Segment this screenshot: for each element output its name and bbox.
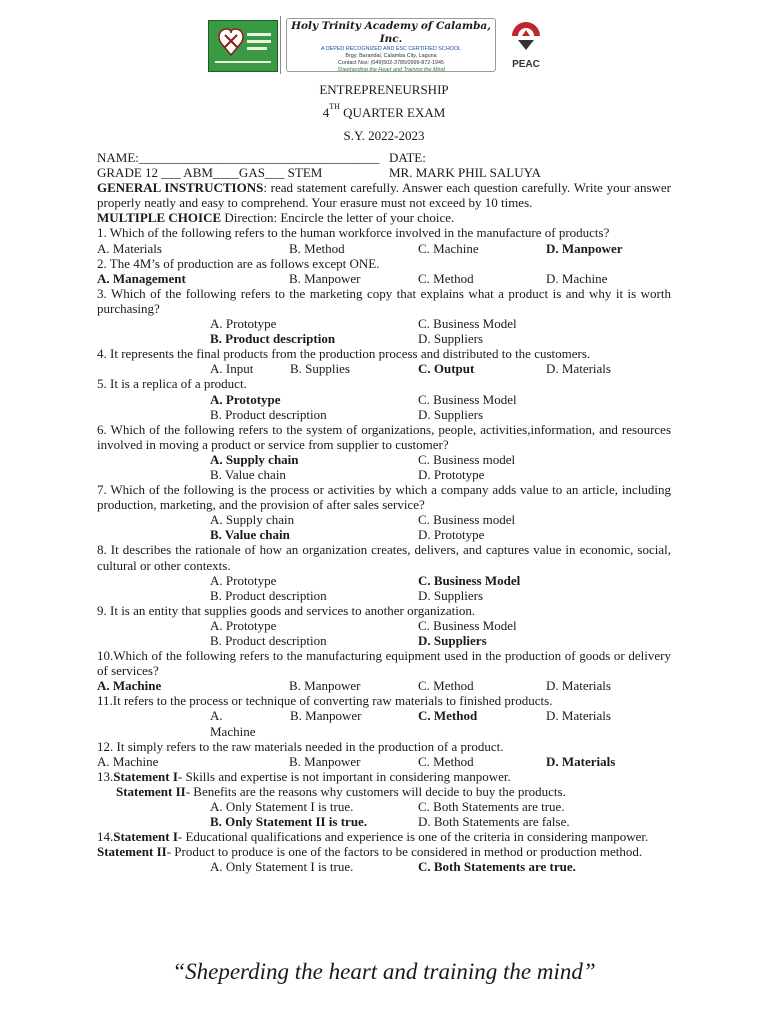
school-motto: Shepherding the Heart and Training the Mind xyxy=(337,67,445,72)
option[interactable]: C. Business model xyxy=(418,451,516,467)
option[interactable]: A. Only Statement I is true. xyxy=(210,799,354,815)
statement-text: - Educational qualifications and experience is one of the criteria in considering manpower. xyxy=(177,829,649,845)
option[interactable]: A. Materials xyxy=(97,240,162,256)
question-6-options-row1 xyxy=(210,452,671,467)
question-3-options-row2 xyxy=(210,331,671,346)
option[interactable]: B. Manpower xyxy=(289,270,361,286)
grade-teacher-row xyxy=(97,165,671,180)
name-field[interactable]: NAME:_____________________________________ xyxy=(97,150,380,165)
date-field[interactable]: DATE: xyxy=(389,150,426,165)
option-answer[interactable]: B. Product description xyxy=(210,331,336,347)
option[interactable]: D. Prototype xyxy=(418,527,485,543)
question-5-options-row2 xyxy=(210,407,671,422)
quarter-suffix: TH xyxy=(329,102,340,111)
school-contact: Contact Nos: (049)502-3785/0999-872-1945 xyxy=(337,60,445,66)
question-5: 5. It is a replica of a product. xyxy=(97,376,247,392)
option-answer[interactable]: B. Value chain xyxy=(210,527,290,543)
statement-text: - Skills and expertise is not important in considering manpower. xyxy=(177,768,511,784)
option-answer[interactable]: C. Method xyxy=(418,708,478,724)
question-8-options-row2 xyxy=(210,588,671,603)
statement-label: Statement II xyxy=(116,783,186,799)
option[interactable]: B. Value chain xyxy=(210,466,286,482)
instructions-text: : read statement carefully. Answer each question carefully. Write your answer properly neatly and easy to comprehend. Your erasure must not exceed by 10 times. xyxy=(97,180,671,211)
option[interactable]: A. Only Statement I is true. xyxy=(210,859,354,875)
question-8: 8. It describes the rationale of how an organization creates, delivers, and captures value in economic, social, cultural or other contexts. xyxy=(97,542,671,573)
option[interactable]: B. Supplies xyxy=(290,361,350,377)
option[interactable]: A. Prototype xyxy=(210,572,277,588)
question-11-options xyxy=(210,708,671,723)
question-4: 4. It represents the final products from the production process and distributed to the customers. xyxy=(97,346,591,362)
statement-text: - Product to produce is one of the factors to be considered in method or production method. xyxy=(166,844,643,860)
question-6: 6. Which of the following refers to the system of organizations, people, activities,information, and resources involved in moving a product or service from supplier to customer? xyxy=(97,421,671,452)
option-answer[interactable]: C. Business Model xyxy=(418,572,521,588)
option[interactable]: A. Prototype xyxy=(210,617,277,633)
question-number: 14. xyxy=(97,829,114,845)
option[interactable]: D. Materials xyxy=(546,708,611,724)
question-3-options-row1 xyxy=(210,316,671,331)
option[interactable]: A. xyxy=(210,708,223,724)
question-13-statement-1 xyxy=(97,769,671,784)
question-7-options-row1 xyxy=(210,512,671,527)
general-instructions xyxy=(97,180,671,210)
option[interactable]: C. Method xyxy=(418,270,474,286)
question-9-options-row1 xyxy=(210,618,671,633)
peac-emblem-icon xyxy=(508,18,544,54)
option-answer[interactable]: A. Prototype xyxy=(210,391,281,407)
option[interactable]: D. Machine xyxy=(546,270,608,286)
option[interactable]: D. Both Statements are false. xyxy=(418,814,570,830)
option[interactable]: A. Machine xyxy=(97,753,159,769)
option[interactable]: A. Prototype xyxy=(210,316,277,332)
statement-label: Statement I xyxy=(113,829,178,845)
option[interactable]: C. Business Model xyxy=(418,617,517,633)
question-2: 2. The 4M’s of production are as follows except ONE. xyxy=(97,255,380,271)
question-4-options xyxy=(210,361,671,376)
option-answer[interactable]: A. Management xyxy=(97,270,186,286)
option[interactable]: B. Product description xyxy=(210,587,327,603)
option[interactable]: B. Manpower xyxy=(289,753,361,769)
question-10: 10.Which of the following refers to the manufacturing equipment used in the production of goods or delivery of services? xyxy=(97,648,671,679)
question-12: 12. It simply refers to the raw materials needed in the production of a product. xyxy=(97,738,504,754)
option[interactable]: A. Input xyxy=(210,361,254,377)
school-banner xyxy=(286,18,496,72)
option-answer[interactable]: A. Machine xyxy=(97,678,162,694)
option[interactable]: B. Method xyxy=(289,240,345,256)
question-2-options xyxy=(97,271,671,286)
option[interactable]: C. Business model xyxy=(418,512,516,528)
option[interactable]: D. Suppliers xyxy=(418,587,483,603)
option[interactable]: D. Suppliers xyxy=(418,406,483,422)
option-answer[interactable]: A. Supply chain xyxy=(210,451,299,467)
school-year: S.Y. 2022-2023 xyxy=(343,128,425,143)
question-7: 7. Which of the following is the process or activities by which a company adds value to an article, including production, marketing, and the provision of after sales service? xyxy=(97,482,671,513)
question-14-statement-2 xyxy=(97,844,671,859)
question-11-option-a-wrap: Machine xyxy=(210,723,256,739)
question-3: 3. Which of the following refers to the marketing copy that explains what a product is and why it is worth purchasing? xyxy=(97,285,671,316)
option[interactable]: C. Business Model xyxy=(418,391,517,407)
peac-logo xyxy=(508,18,544,72)
subject-title: ENTREPRENEURSHIP xyxy=(319,82,449,97)
question-13-options-row2 xyxy=(210,814,671,829)
footer-motto: “Sheperding the heart and training the mind” xyxy=(172,959,596,984)
option-answer[interactable]: D. Materials xyxy=(546,753,616,769)
question-9-options-row2 xyxy=(210,633,671,648)
question-10-options xyxy=(97,678,671,693)
option[interactable]: B. Manpower xyxy=(289,678,361,694)
multiple-choice-header xyxy=(97,210,671,225)
option[interactable]: C. Machine xyxy=(418,240,479,256)
quarter-number: 4 xyxy=(322,105,330,120)
option[interactable]: B. Product description xyxy=(210,406,327,422)
option[interactable]: C. Method xyxy=(418,678,474,694)
option[interactable]: C. Method xyxy=(418,753,474,769)
school-name: Holy Trinity Academy of Calamba, Inc. xyxy=(291,20,491,45)
question-6-options-row2 xyxy=(210,467,671,482)
option[interactable]: A. Supply chain xyxy=(210,512,295,528)
option-answer[interactable]: D. Manpower xyxy=(546,240,623,256)
mc-label: MULTIPLE CHOICE xyxy=(97,210,222,226)
instructions-label: GENERAL INSTRUCTIONS xyxy=(97,180,264,196)
question-11: 11.It refers to the process or technique of converting raw materials to finished products. xyxy=(97,693,553,709)
peac-label: PEAC xyxy=(512,59,540,70)
mc-direction: Direction: Encircle the letter of your choice. xyxy=(221,210,455,226)
exam-titles xyxy=(97,78,671,147)
school-address: Brgy. Barandal, Calamba City, Laguna xyxy=(345,53,437,59)
question-number: 13. xyxy=(97,768,114,784)
teacher-name: MR. MARK PHIL SALUYA xyxy=(389,165,541,181)
option[interactable]: C. Business Model xyxy=(418,316,517,332)
option[interactable]: D. Materials xyxy=(546,361,611,377)
question-13-options-row1 xyxy=(210,799,671,814)
grade-field[interactable]: GRADE 12 ___ ABM____GAS___ STEM xyxy=(97,165,323,181)
question-12-options xyxy=(97,754,671,769)
option-answer[interactable]: B. Only Statement II is true. xyxy=(210,814,368,830)
question-7-options-row2 xyxy=(210,527,671,542)
option-answer[interactable]: C. Both Statements are true. xyxy=(418,859,576,875)
statement-label: Statement I xyxy=(113,768,178,784)
school-header xyxy=(208,16,558,74)
option[interactable]: D. Suppliers xyxy=(418,331,483,347)
option[interactable]: D. Prototype xyxy=(418,466,485,482)
question-14-statement-1 xyxy=(97,829,671,844)
option-answer[interactable]: C. Output xyxy=(418,361,475,377)
question-1-options xyxy=(97,241,671,256)
question-1: 1. Which of the following refers to the human workforce involved in the manufacture of products? xyxy=(97,225,610,241)
name-date-row xyxy=(97,150,671,165)
option[interactable]: C. Both Statements are true. xyxy=(418,799,565,815)
statement-text: - Benefits are the reasons why customers will decide to buy the products. xyxy=(185,783,566,799)
quarter-text: QUARTER EXAM xyxy=(339,105,446,120)
question-13-statement-2 xyxy=(116,784,671,799)
question-14-options-row1 xyxy=(210,859,671,874)
option[interactable]: D. Materials xyxy=(546,678,611,694)
quarter-title xyxy=(97,101,671,124)
option[interactable]: B. Manpower xyxy=(290,708,362,724)
school-accreditation: A DEPED RECOGNIZED AND ESC CERTIFIED SCHOOL xyxy=(320,46,462,52)
statement-label: Statement II xyxy=(97,844,167,860)
school-logo xyxy=(208,20,278,72)
option[interactable]: B. Product description xyxy=(210,633,327,648)
option-answer[interactable]: D. Suppliers xyxy=(418,633,487,648)
exam-document xyxy=(97,78,671,875)
header-divider xyxy=(280,16,281,74)
question-9: 9. It is an entity that supplies goods and services to another organization. xyxy=(97,602,476,618)
question-8-options-row1 xyxy=(210,573,671,588)
question-5-options-row1 xyxy=(210,392,671,407)
